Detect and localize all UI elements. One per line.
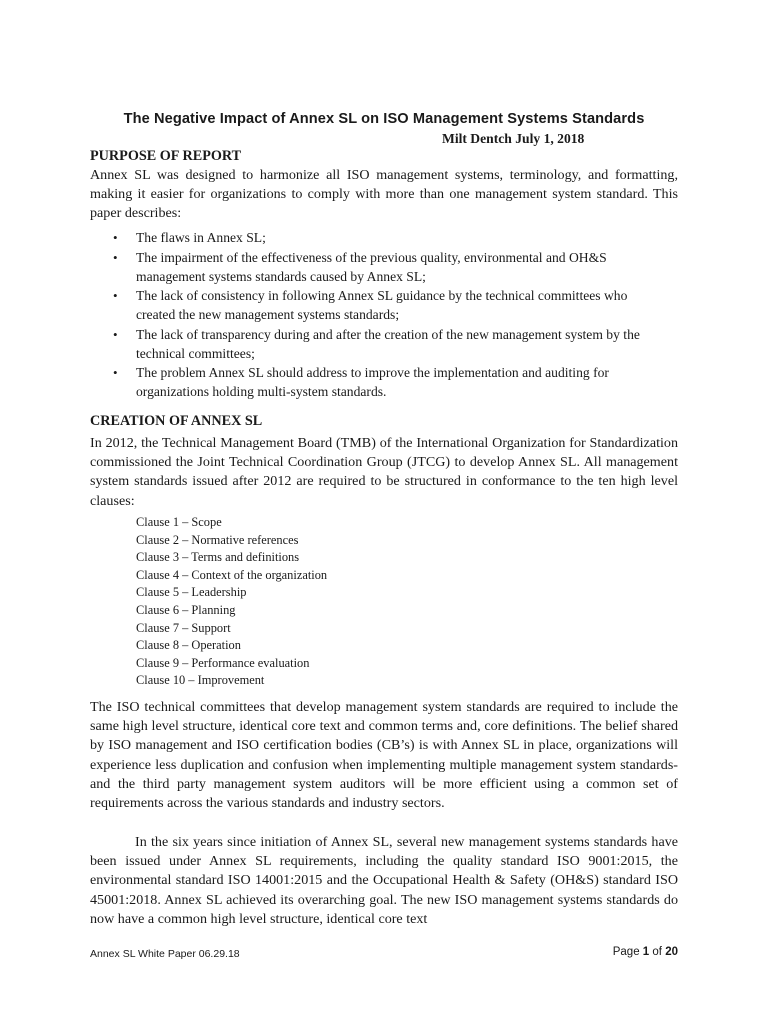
creation-heading: CREATION OF ANNEX SL [90,413,263,429]
list-item: • The flaws in Annex SL; [113,230,266,245]
footer-document-id: Annex SL White Paper 06.29.18 [90,948,240,960]
list-item: • The problem Annex SL should address to improve the implementation and auditing for organizations holding multi-system standards. [113,365,609,399]
clause-item: Clause 7 – Support [136,620,231,635]
clause-item: Clause 8 – Operation [136,638,241,653]
list-item: • The lack of transparency during and after the creation of the new management system by the technical committees; [113,326,640,361]
creation-paragraph-2: The ISO technical committees that develop management system standards are required to include the same high level structure, identical core text and common terms and, core definitions. The belief shared by ISO management and ISO certification bodies (CB’s) is with Annex SL in place, organizations will experience less duplication and confusion when implementing multiple management system standards- and the third party management system auditors will be more efficient using a common set of requirements across the various standards and industry sectors. [90,699,678,812]
purpose-heading: PURPOSE OF REPORT [90,148,242,164]
author-date-byline: Milt Dentch July 1, 2018 [442,131,585,146]
bullet-icon: • [113,365,118,380]
clause-item: Clause 4 – Context of the organization [136,567,328,582]
clause-list [136,514,456,690]
clause-item: Clause 2 – Normative references [136,532,299,547]
creation-paragraph-1: In 2012, the Technical Management Board (TMB) of the International Organization for Standardization commissioned the Joint Technical Coordination Group (JTCG) to develop Annex SL. All management system standards issued after 2012 are required to be structured in conformance to the ten high level clauses: [90,435,678,509]
bullet-icon: • [113,249,118,265]
clause-item: Clause 10 – Improvement [136,673,265,688]
clause-item: Clause 1 – Scope [136,515,222,529]
list-item: • The lack of consistency in following Annex SL guidance by the technical committees who created the new management systems standards; [113,288,628,322]
creation-paragraph-3: In the six years since initiation of Annex SL, several new management systems standards have been issued under Annex SL requirements, including the quality standard ISO 9001:2015, the environmental standard ISO 14001:2015 and the Occupational Health & Safety (OH&S) standard ISO 45001:2018. Annex SL achieved its overarching goal. The new ISO management systems standards do now have a common high level structure, identical core text [90,834,678,927]
clause-item: Clause 9 – Performance evaluation [136,655,310,670]
footer-page-number: Page 1 of 20 [612,946,678,958]
document-title: The Negative Impact of Annex SL on ISO Management Systems Standards [123,111,645,127]
purpose-bullet-list [90,228,678,402]
bullet-icon: • [113,326,118,342]
purpose-intro-paragraph: Annex SL was designed to harmonize all ISO management systems, terminology, and formatting, making it easier for organizations to comply with more than one management system standard. This paper describes: [90,167,678,222]
clause-item: Clause 3 – Terms and definitions [136,550,300,565]
bullet-icon: • [113,230,118,245]
clause-item: Clause 6 – Planning [136,602,236,617]
list-item: • The impairment of the effectiveness of the previous quality, environmental and OH&S management systems standards caused by Annex SL; [113,249,607,284]
clause-item: Clause 5 – Leadership [136,585,247,600]
bullet-icon: • [113,288,118,303]
